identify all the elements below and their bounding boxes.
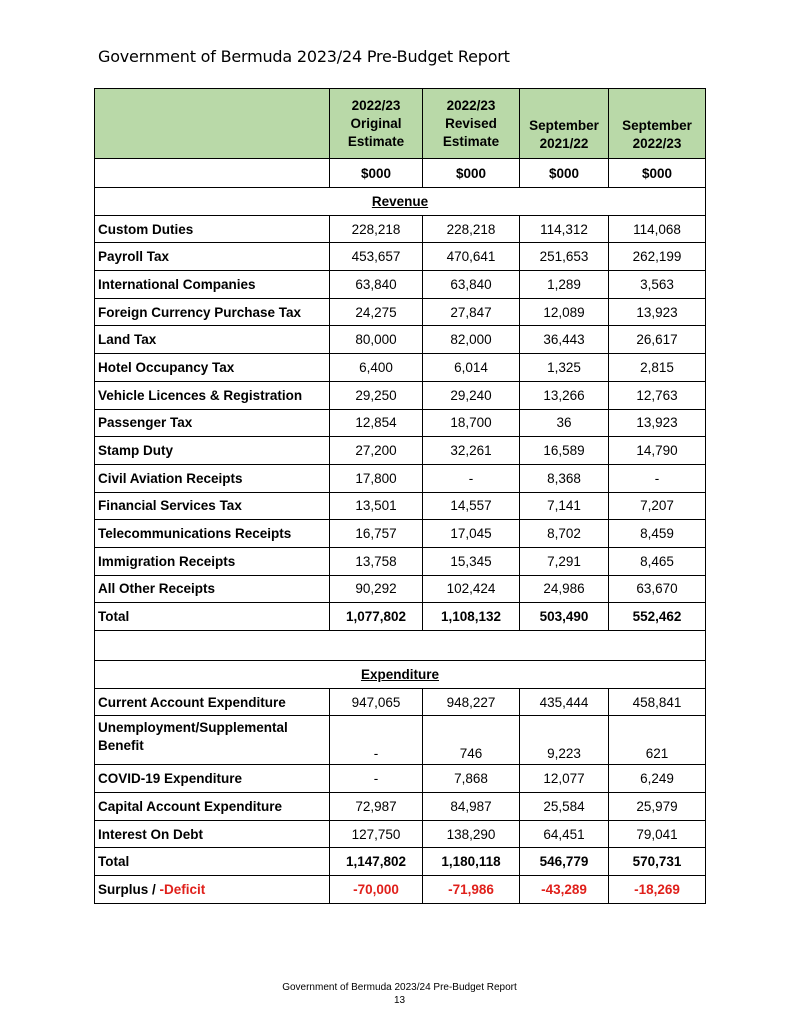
column-header-line: 2022/23	[632, 136, 682, 151]
row-value: 8,702	[520, 520, 609, 548]
row-value: 8,459	[609, 520, 706, 548]
row-value: 13,501	[330, 492, 423, 520]
row-value: 82,000	[423, 326, 520, 354]
row-value: 7,141	[520, 492, 609, 520]
row-value: 114,068	[609, 215, 706, 243]
revenue-total-row	[95, 603, 706, 631]
row-value: 262,199	[609, 243, 706, 271]
row-value: 6,400	[330, 354, 423, 382]
expenditure-section-row	[95, 661, 706, 689]
table-row	[95, 298, 706, 326]
row-label: Civil Aviation Receipts	[95, 464, 330, 492]
row-value: 25,979	[609, 793, 706, 821]
table-row	[95, 243, 706, 271]
row-value: 29,240	[423, 381, 520, 409]
table-row	[95, 793, 706, 821]
row-label: Land Tax	[95, 326, 330, 354]
row-value: 12,854	[330, 409, 423, 437]
row-value: 80,000	[330, 326, 423, 354]
row-value: 546,779	[520, 848, 609, 876]
table-row	[95, 354, 706, 382]
table-row	[95, 492, 706, 520]
units-cell: $000	[423, 159, 520, 188]
row-value: 29,250	[330, 381, 423, 409]
column-header-line: September	[622, 118, 692, 133]
row-label: Vehicle Licences & Registration	[95, 381, 330, 409]
row-value: 7,868	[423, 765, 520, 793]
row-label	[95, 876, 330, 904]
table-row	[95, 765, 706, 793]
column-header-line: Revised	[445, 115, 497, 131]
row-value: 12,763	[609, 381, 706, 409]
deficit-value: -70,000	[330, 876, 423, 904]
row-value: 6,014	[423, 354, 520, 382]
row-value: 228,218	[330, 215, 423, 243]
row-value: 570,731	[609, 848, 706, 876]
row-value: 503,490	[520, 603, 609, 631]
row-value: 63,840	[423, 271, 520, 299]
footer-title: Government of Bermuda 2023/24 Pre-Budget Report	[282, 982, 517, 993]
row-value: 90,292	[330, 575, 423, 603]
row-value: 17,800	[330, 464, 423, 492]
row-value: 36	[520, 409, 609, 437]
row-label: Stamp Duty	[95, 437, 330, 465]
row-label: COVID-19 Expenditure	[95, 765, 330, 793]
row-value: 12,089	[520, 298, 609, 326]
table-row	[95, 409, 706, 437]
column-header-line: 2022/23	[351, 97, 401, 113]
revenue-heading: Revenue	[95, 188, 706, 216]
row-value: 746	[423, 716, 520, 765]
column-header-row	[95, 89, 706, 159]
row-value: 621	[609, 716, 706, 765]
spacer-row	[95, 631, 706, 661]
row-label: Total	[95, 848, 330, 876]
row-value: 114,312	[520, 215, 609, 243]
row-value: 13,923	[609, 409, 706, 437]
revenue-rows	[95, 215, 706, 603]
column-header-line: 2021/22	[539, 136, 589, 151]
row-value: 8,368	[520, 464, 609, 492]
row-value: 2,815	[609, 354, 706, 382]
deficit-value: -18,269	[609, 876, 706, 904]
budget-table	[94, 88, 706, 904]
row-label: Passenger Tax	[95, 409, 330, 437]
row-label: All Other Receipts	[95, 575, 330, 603]
column-header	[609, 89, 706, 159]
row-value: 7,291	[520, 547, 609, 575]
row-value: 72,987	[330, 793, 423, 821]
table-row	[95, 716, 706, 765]
row-value: 32,261	[423, 437, 520, 465]
page-number: 13	[393, 995, 406, 1006]
row-value: 8,465	[609, 547, 706, 575]
row-value: 948,227	[423, 688, 520, 716]
row-value: 84,987	[423, 793, 520, 821]
row-value: 102,424	[423, 575, 520, 603]
row-value: 1,077,802	[330, 603, 423, 631]
row-value: 1,180,118	[423, 848, 520, 876]
row-label: Payroll Tax	[95, 243, 330, 271]
row-value: 453,657	[330, 243, 423, 271]
units-cell: $000	[520, 159, 609, 188]
column-header-line: Original	[350, 115, 402, 131]
table-row	[95, 575, 706, 603]
row-value: 947,065	[330, 688, 423, 716]
row-value: 251,653	[520, 243, 609, 271]
row-value: 63,840	[330, 271, 423, 299]
table-row	[95, 688, 706, 716]
row-label: Capital Account Expenditure	[95, 793, 330, 821]
column-header-line: Estimate	[347, 133, 405, 149]
row-value: 26,617	[609, 326, 706, 354]
column-header-line: Estimate	[442, 133, 500, 149]
expenditure-total-row	[95, 848, 706, 876]
page-title: Government of Bermuda 2023/24 Pre-Budget Report	[98, 47, 510, 66]
table-row	[95, 215, 706, 243]
row-value: 16,589	[520, 437, 609, 465]
column-header-line: 2022/23	[446, 97, 496, 113]
column-header	[520, 89, 609, 159]
units-label-cell	[95, 159, 330, 188]
row-label: Immigration Receipts	[95, 547, 330, 575]
surplus-deficit-row	[95, 876, 706, 904]
row-value: 15,345	[423, 547, 520, 575]
row-value: 17,045	[423, 520, 520, 548]
row-value: 1,325	[520, 354, 609, 382]
units-row	[95, 159, 706, 188]
row-value: 24,275	[330, 298, 423, 326]
row-value: 13,923	[609, 298, 706, 326]
row-label: Total	[95, 603, 330, 631]
row-value: 18,700	[423, 409, 520, 437]
header-corner-cell	[95, 89, 330, 159]
column-header-line: September	[529, 118, 599, 133]
deficit-label: -Deficit	[159, 881, 206, 897]
table-row	[95, 271, 706, 299]
row-value: 1,108,132	[423, 603, 520, 631]
revenue-section-row	[95, 188, 706, 216]
row-value: 27,200	[330, 437, 423, 465]
page-footer	[0, 981, 799, 1007]
row-value: 1,289	[520, 271, 609, 299]
row-label: Interest On Debt	[95, 820, 330, 848]
row-value: 470,641	[423, 243, 520, 271]
table-row	[95, 464, 706, 492]
row-value: 138,290	[423, 820, 520, 848]
row-value: 27,847	[423, 298, 520, 326]
row-value: 79,041	[609, 820, 706, 848]
expenditure-heading: Expenditure	[95, 661, 706, 689]
row-label: Current Account Expenditure	[95, 688, 330, 716]
row-value: 127,750	[330, 820, 423, 848]
row-value: 64,451	[520, 820, 609, 848]
row-label: Financial Services Tax	[95, 492, 330, 520]
row-value: 16,757	[330, 520, 423, 548]
row-value: 14,790	[609, 437, 706, 465]
row-value: -	[330, 716, 423, 765]
row-value: 14,557	[423, 492, 520, 520]
surplus-label: Surplus /	[98, 881, 160, 897]
row-value: 13,266	[520, 381, 609, 409]
row-value: 9,223	[520, 716, 609, 765]
column-header	[330, 89, 423, 159]
row-value: 13,758	[330, 547, 423, 575]
row-value: -	[609, 464, 706, 492]
units-cell: $000	[330, 159, 423, 188]
row-value: 435,444	[520, 688, 609, 716]
row-label: Custom Duties	[95, 215, 330, 243]
row-value: 63,670	[609, 575, 706, 603]
row-value: 24,986	[520, 575, 609, 603]
spacer-cell	[95, 631, 706, 661]
row-value: 228,218	[423, 215, 520, 243]
row-value: 458,841	[609, 688, 706, 716]
row-value: 7,207	[609, 492, 706, 520]
row-label: Telecommunications Receipts	[95, 520, 330, 548]
row-value: 6,249	[609, 765, 706, 793]
row-value: 12,077	[520, 765, 609, 793]
row-label: Foreign Currency Purchase Tax	[95, 298, 330, 326]
row-value: 25,584	[520, 793, 609, 821]
deficit-value: -71,986	[423, 876, 520, 904]
deficit-value: -43,289	[520, 876, 609, 904]
row-label: Hotel Occupancy Tax	[95, 354, 330, 382]
table-row	[95, 437, 706, 465]
row-value: 552,462	[609, 603, 706, 631]
table-row	[95, 820, 706, 848]
row-value: 36,443	[520, 326, 609, 354]
row-value: 3,563	[609, 271, 706, 299]
table-row	[95, 381, 706, 409]
table-row	[95, 326, 706, 354]
units-cell: $000	[609, 159, 706, 188]
expenditure-rows	[95, 688, 706, 848]
table-row	[95, 547, 706, 575]
row-value: -	[330, 765, 423, 793]
row-value: -	[423, 464, 520, 492]
table-row	[95, 520, 706, 548]
row-label: Unemployment/Supplemental Benefit	[95, 716, 330, 765]
column-header	[423, 89, 520, 159]
row-value: 1,147,802	[330, 848, 423, 876]
row-label: International Companies	[95, 271, 330, 299]
